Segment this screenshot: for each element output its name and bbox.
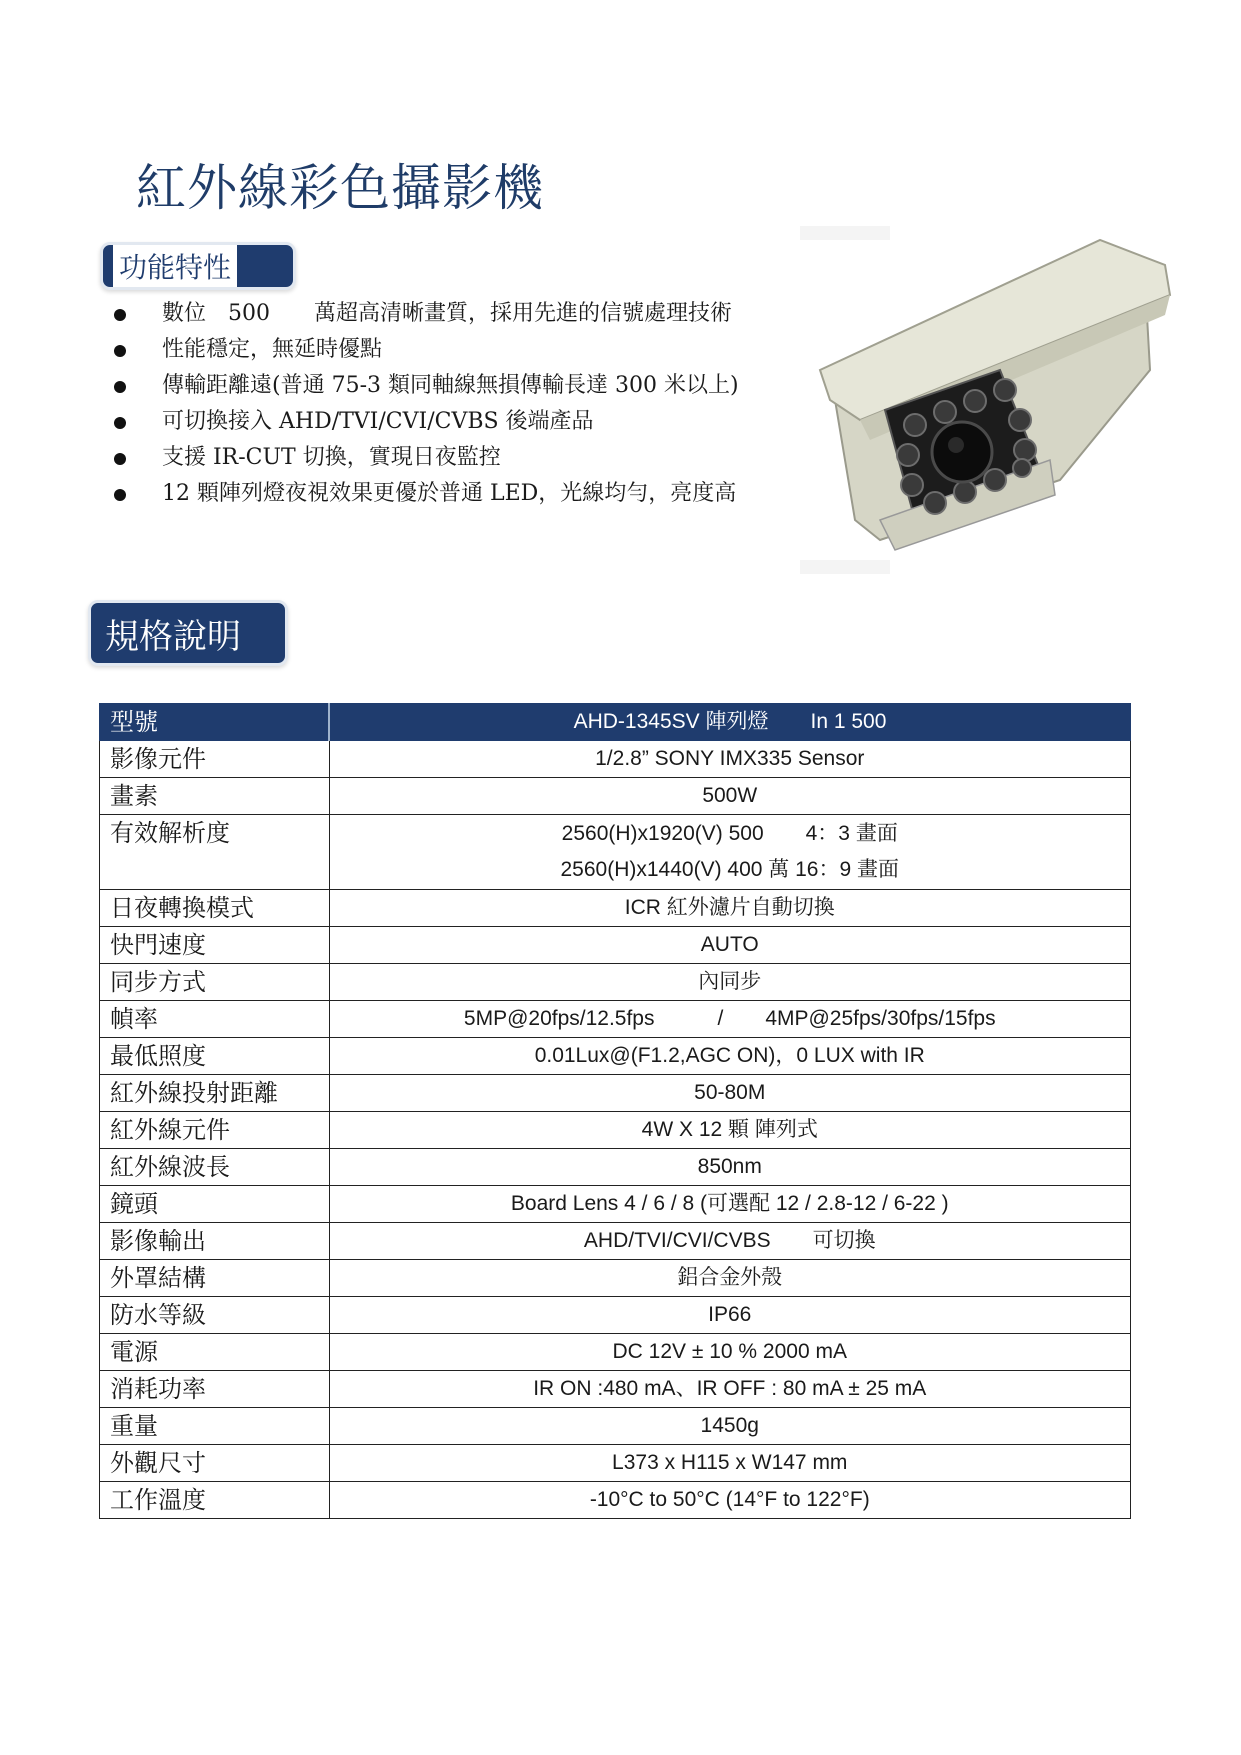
table-row [100,1001,1131,1038]
spec-label: 畫素 [100,778,330,815]
spec-value: AHD-1345SV 陣列燈 In 1 500 [329,704,1131,741]
feature-item: 支援 IR-CUT 切換，實現日夜監控 [112,440,812,476]
spec-value: AHD/TVI/CVI/CVBS 可切換 [329,1223,1131,1260]
bullet-icon [114,309,126,321]
table-row [100,1260,1131,1297]
table-header-row [100,704,1131,741]
feature-item: 性能穩定，無延時優點 [112,332,812,368]
spec-label: 紅外線投射距離 [100,1075,330,1112]
bullet-icon [114,489,126,501]
spec-value: 5MP@20fps/12.5fps / 4MP@25fps/30fps/15fps [329,1001,1131,1038]
spec-value: 1/2.8” SONY IMX335 Sensor [329,741,1131,778]
spec-value: IP66 [329,1297,1131,1334]
camera-product-image [800,220,1180,590]
spec-label: 最低照度 [100,1038,330,1075]
bullet-icon [114,345,126,357]
spec-value: ICR 紅外濾片自動切換 [329,890,1131,927]
spec-value: 0.01Lux@(F1.2,AGC ON)，0 LUX with IR [329,1038,1131,1075]
spec-heading: 規格說明 [105,616,241,657]
table-row [100,1408,1131,1445]
feature-item: 可切換接入 AHD/TVI/CVI/CVBS 後端產品 [112,404,812,440]
spec-table [99,703,1131,1519]
table-row [100,1371,1131,1408]
spec-value: 2560(H)x1920(V) 500 4：3 畫面 2560(H)x1440(V) 400 萬 16：9 畫面 [329,815,1131,890]
spec-value: DC 12V ± 10 % 2000 mA [329,1334,1131,1371]
table-row [100,890,1131,927]
spec-label: 鏡頭 [100,1186,330,1223]
table-row [100,1482,1131,1519]
table-row [100,815,1131,890]
spec-label: 電源 [100,1334,330,1371]
table-row [100,1149,1131,1186]
spec-label: 工作溫度 [100,1482,330,1519]
spec-value: 內同步 [329,964,1131,1001]
table-row [100,1297,1131,1334]
table-row [100,1186,1131,1223]
table-row [100,1038,1131,1075]
table-row [100,778,1131,815]
spec-value: 500W [329,778,1131,815]
bullet-icon [114,453,126,465]
spec-value: 850nm [329,1149,1131,1186]
spec-label: 同步方式 [100,964,330,1001]
spec-label: 影像元件 [100,741,330,778]
spec-label: 防水等級 [100,1297,330,1334]
table-row [100,1112,1131,1149]
features-heading-tab [100,242,296,290]
table-row [100,1445,1131,1482]
table-row [100,964,1131,1001]
spec-value: AUTO [329,927,1131,964]
table-row [100,1334,1131,1371]
spec-label: 幀率 [100,1001,330,1038]
spec-label: 紅外線元件 [100,1112,330,1149]
bullet-icon [114,381,126,393]
table-row [100,1223,1131,1260]
spec-label: 外罩結構 [100,1260,330,1297]
spec-value: -10°C to 50°C (14°F to 122°F) [329,1482,1131,1519]
spec-heading-tab [88,600,288,666]
feature-item: 數位 500 萬超高清晰畫質，採用先進的信號處理技術 [112,296,812,332]
spec-label: 外觀尺寸 [100,1445,330,1482]
spec-value: IR ON :480 mA、IR OFF : 80 mA ± 25 mA [329,1371,1131,1408]
spec-label: 影像輸出 [100,1223,330,1260]
feature-item: 傳輸距離遠(普通 75-3 類同軸線無損傳輸長達 300 米以上) [112,368,762,404]
table-row [100,741,1131,778]
features-heading: 功能特性 [113,245,239,287]
bullet-icon [114,417,126,429]
feature-item: 12 顆陣列燈夜視效果更優於普通 LED，光線均勻，亮度高 [112,476,812,512]
spec-label: 消耗功率 [100,1371,330,1408]
spec-label: 型號 [100,704,330,741]
table-row [100,1075,1131,1112]
spec-value: 50-80M [329,1075,1131,1112]
spec-label: 快門速度 [100,927,330,964]
spec-value: Board Lens 4 / 6 / 8 (可選配 12 / 2.8-12 / 6-22 ) [329,1186,1131,1223]
spec-label: 有效解析度 [100,815,330,890]
table-row [100,927,1131,964]
spec-value: 鋁合金外殼 [329,1260,1131,1297]
features-list [112,296,812,512]
spec-label: 紅外線波長 [100,1149,330,1186]
spec-value: L373 x H115 x W147 mm [329,1445,1131,1482]
spec-label: 日夜轉換模式 [100,890,330,927]
spec-label: 重量 [100,1408,330,1445]
spec-value: 1450g [329,1408,1131,1445]
spec-value: 4W X 12 顆 陣列式 [329,1112,1131,1149]
page-title: 紅外線彩色攝影機 [136,159,544,217]
